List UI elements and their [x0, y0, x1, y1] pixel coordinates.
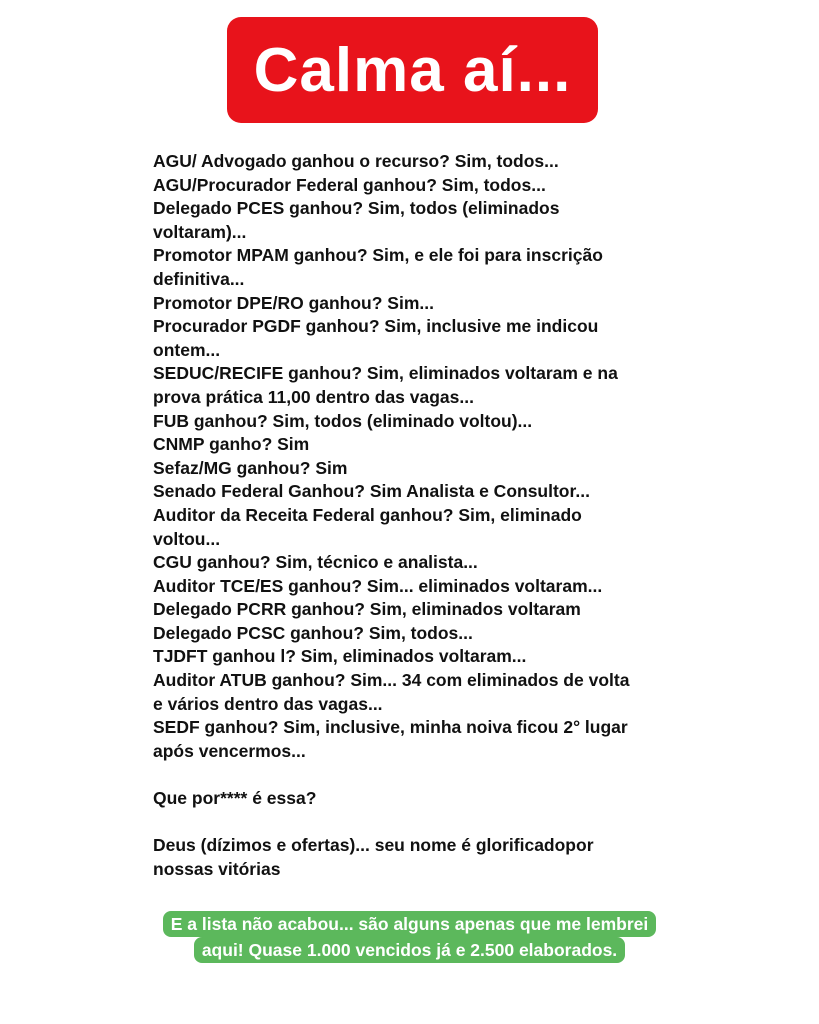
list-line: Delegado PCRR ganhou? Sim, eliminados voltaram: [153, 599, 581, 620]
list-line: CGU ganhou? Sim, técnico e analista...: [153, 552, 478, 573]
footer-highlight-line: E a lista não acabou... são alguns apenas que me lembrei: [163, 911, 657, 937]
list-line: Delegado PCES ganhou? Sim, todos (eliminados: [153, 198, 560, 219]
spacer: [153, 763, 693, 787]
list-line: AGU/Procurador Federal ganhou? Sim, todos...: [153, 174, 546, 195]
list-line: TJDFT ganhou l? Sim, eliminados voltaram...: [153, 646, 527, 667]
title-text: Calma aí...: [253, 35, 572, 105]
footer-note: [0, 911, 819, 963]
list-line: CNMP ganho? Sim: [153, 434, 310, 455]
list-line: Procurador PGDF ganhou? Sim, inclusive me indicou: [153, 316, 599, 337]
question-line: Que por**** é essa?: [153, 788, 317, 809]
list-line: voltou...: [153, 528, 221, 549]
list-line: ontem...: [153, 339, 221, 360]
list-line: Senado Federal Ganhou? Sim Analista e Consultor...: [153, 481, 590, 502]
closing-line: nossas vitórias: [153, 858, 281, 879]
list-line: Delegado PCSC ganhou? Sim, todos...: [153, 622, 473, 643]
list-line: Promotor MPAM ganhou? Sim, e ele foi para inscrição: [153, 245, 603, 266]
list-line: prova prática 11,00 dentro das vagas...: [153, 386, 474, 407]
list-line: AGU/ Advogado ganhou o recurso? Sim, todos...: [153, 151, 559, 171]
closing-line: Deus (dízimos e ofertas)... seu nome é glorificadopor: [153, 835, 594, 856]
list-line: Auditor ATUB ganhou? Sim... 34 com eliminados de volta: [153, 670, 630, 691]
list-line: Sefaz/MG ganhou? Sim: [153, 457, 348, 478]
list-line: Auditor TCE/ES ganhou? Sim... eliminados voltaram...: [153, 575, 603, 596]
list-line: SEDF ganhou? Sim, inclusive, minha noiva ficou 2° lugar: [153, 717, 628, 738]
footer-highlight-line: aqui! Quase 1.000 vencidos já e 2.500 elaborados.: [194, 937, 625, 963]
list-line: voltaram)...: [153, 221, 247, 242]
body-text: [153, 150, 693, 881]
list-line: após vencermos...: [153, 740, 306, 761]
spacer: [153, 811, 693, 835]
list-line: e vários dentro das vagas...: [153, 693, 383, 714]
list-line: SEDUC/RECIFE ganhou? Sim, eliminados voltaram e na: [153, 363, 618, 384]
list-line: Promotor DPE/RO ganhou? Sim...: [153, 292, 434, 313]
list-line: Auditor da Receita Federal ganhou? Sim, eliminado: [153, 504, 582, 525]
list-line: definitiva...: [153, 268, 245, 289]
title-banner: [227, 17, 598, 123]
list-line: FUB ganhou? Sim, todos (eliminado voltou)...: [153, 410, 533, 431]
